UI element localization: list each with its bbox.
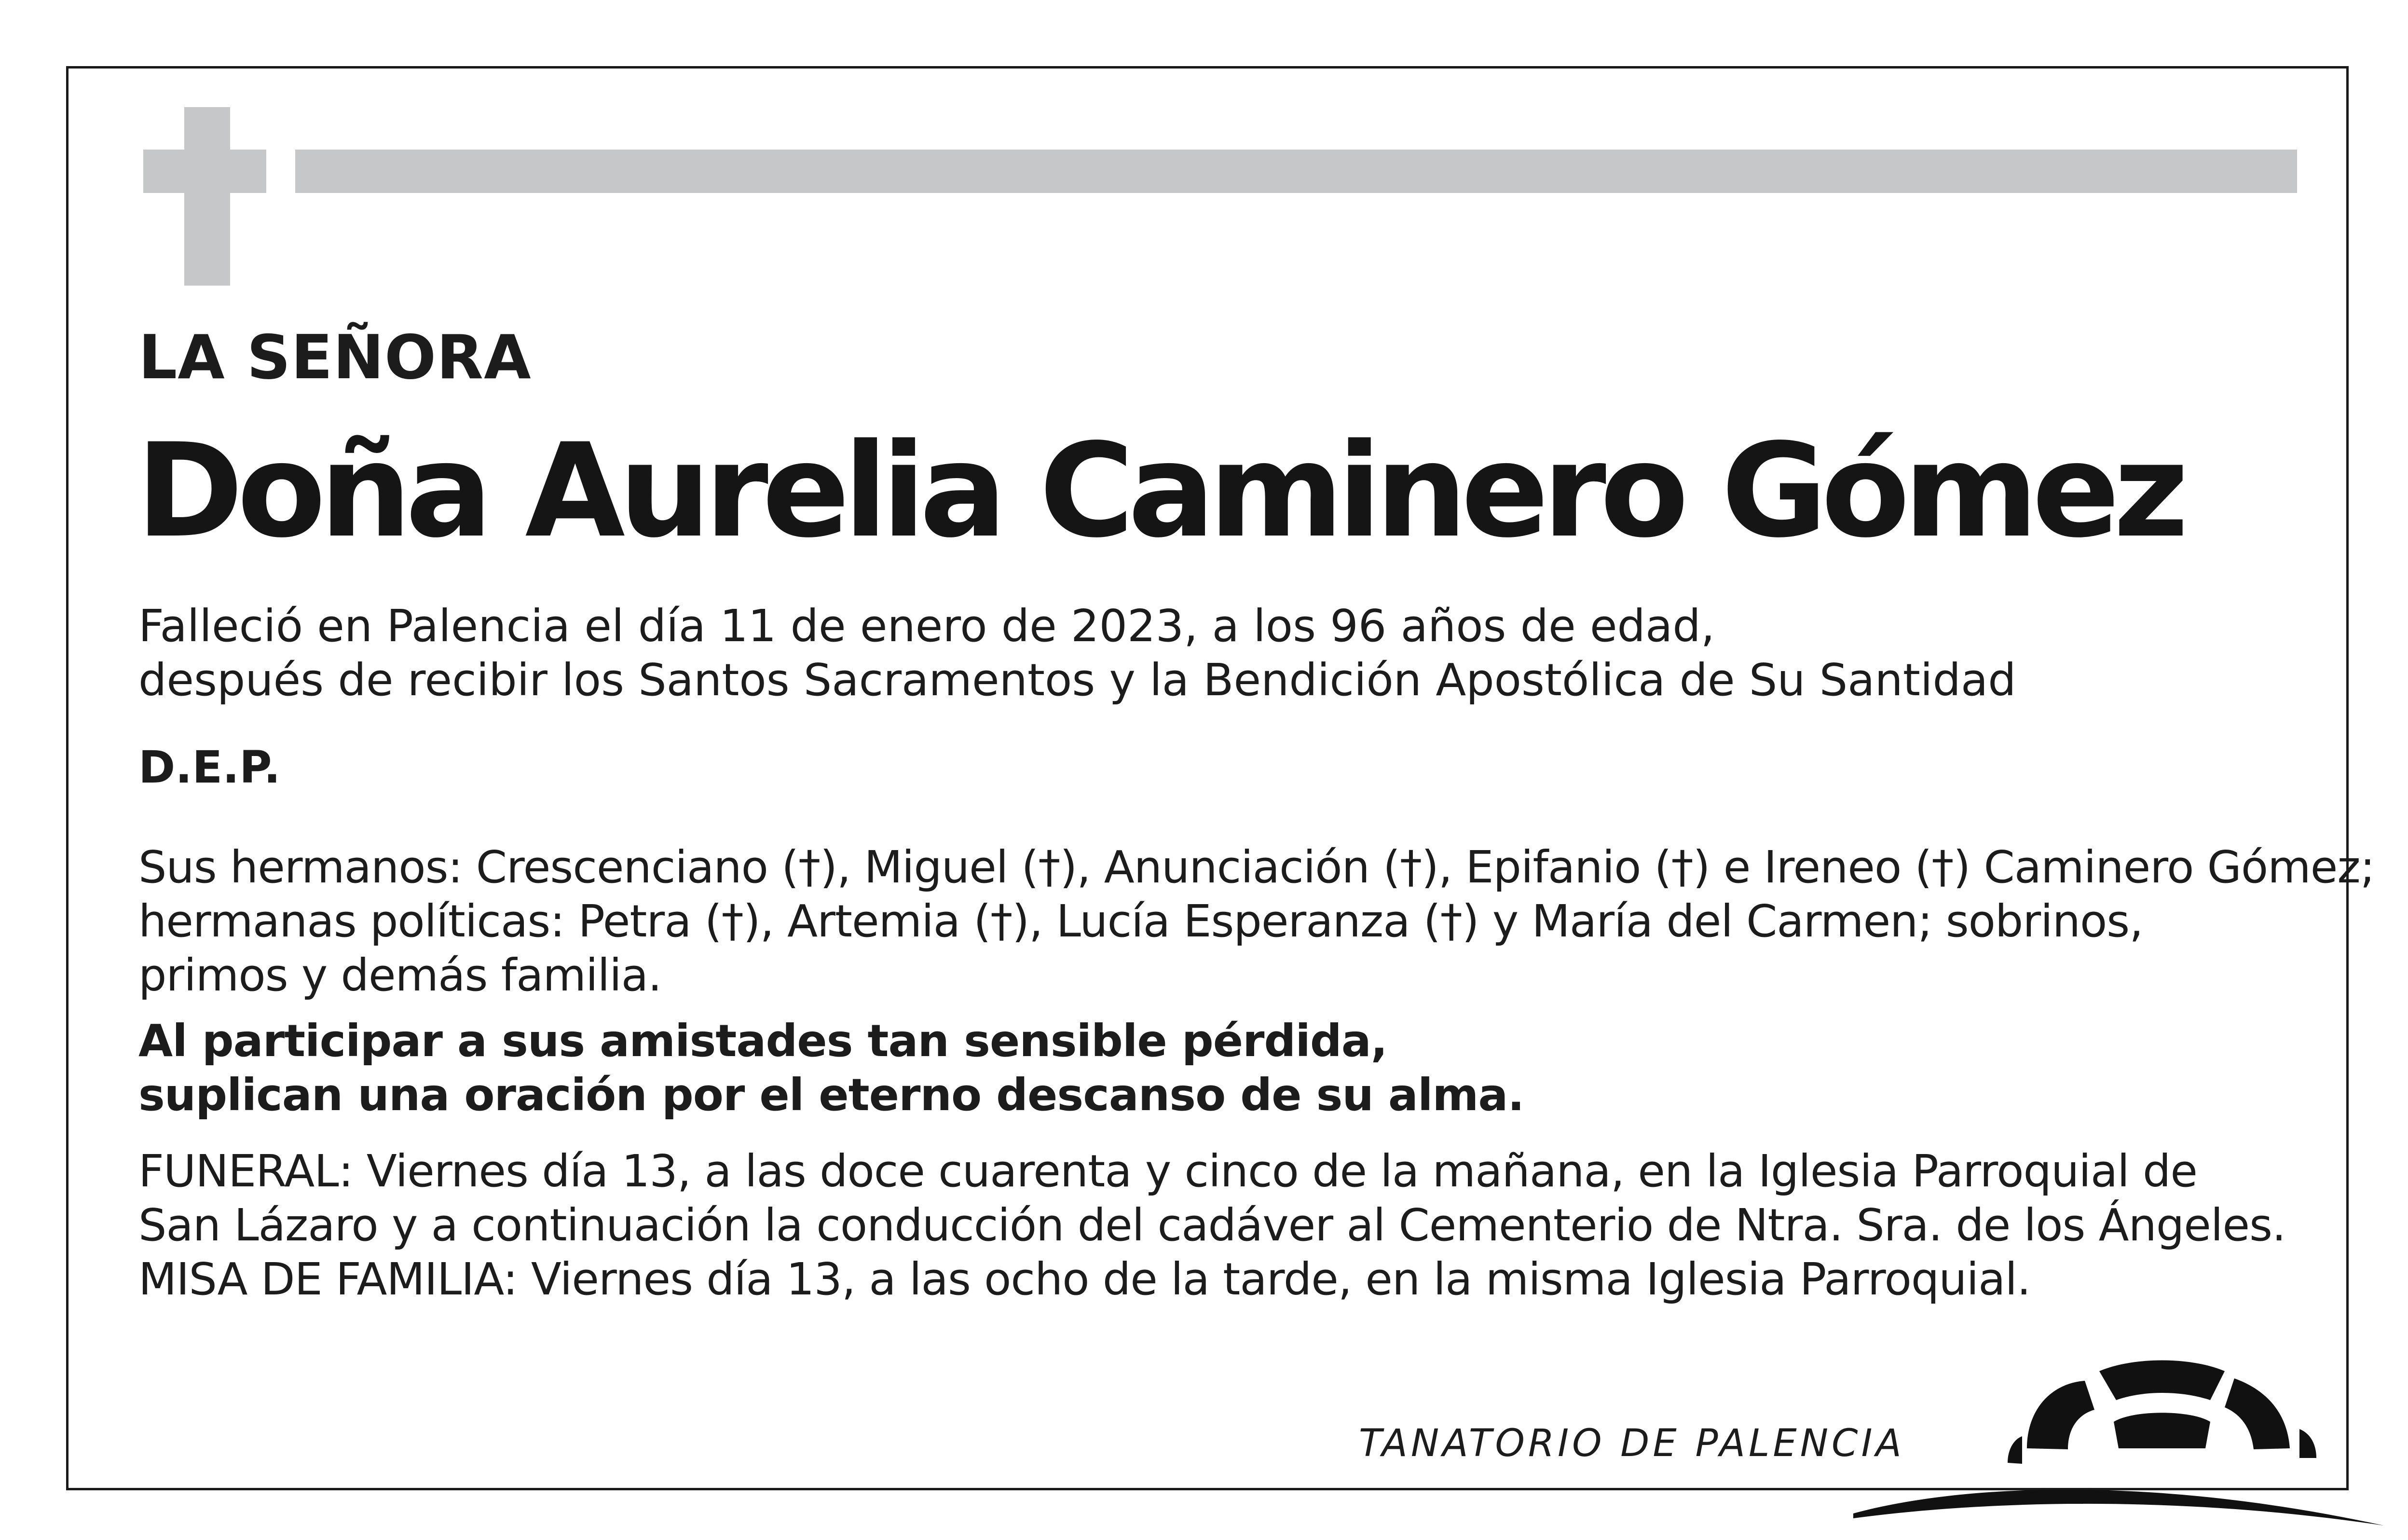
header-rule bbox=[295, 150, 2297, 193]
family-line: primos y demás familia. bbox=[138, 949, 662, 1001]
prayer-request-line: suplican una oración por el eterno descanso de su alma. bbox=[138, 1069, 1524, 1121]
services-info bbox=[138, 1144, 2285, 1306]
services-line: FUNERAL: Viernes día 13, a las doce cuarenta y cinco de la mañana, en la Iglesia Parroquial de bbox=[138, 1145, 2198, 1197]
death-notice-line: después de recibir los Santos Sacramentos y la Bendición Apostólica de Su Santidad bbox=[138, 654, 2016, 706]
deceased-name: Doña Aurelia Caminero Gómez bbox=[136, 416, 2183, 566]
rip-text: D.E.P. bbox=[138, 742, 281, 793]
family-line: Sus hermanos: Crescenciano (†), Miguel (†), Anunciación (†), Epifanio (†) e Ireneo (†) Caminero Gómez; bbox=[138, 841, 2375, 893]
death-notice-line: Falleció en Palencia el día 11 de enero de 2023, a los 96 años de edad, bbox=[138, 600, 1715, 652]
obituary-frame bbox=[66, 66, 2375, 1490]
death-notice bbox=[138, 599, 2016, 707]
prayer-request bbox=[138, 1014, 1524, 1122]
family-list bbox=[138, 840, 2375, 1003]
latin-cross-icon bbox=[143, 107, 266, 286]
services-line: MISA DE FAMILIA: Viernes día 13, a las ocho de la tarde, en la misma Iglesia Parroquial. bbox=[138, 1253, 2031, 1305]
tanatorio-dome-logo-icon bbox=[1824, 1337, 2394, 1540]
prayer-request-line: Al participar a sus amistades tan sensible pérdida, bbox=[138, 1015, 1387, 1067]
honorific: LA SEÑORA bbox=[138, 322, 532, 393]
funeral-home-name: TANATORIO DE PALENCIA bbox=[1359, 1422, 1905, 1465]
family-line: hermanas políticas: Petra (†), Artemia (†), Lucía Esperanza (†) y María del Carmen; sobrinos, bbox=[138, 895, 2143, 947]
services-line: San Lázaro y a continuación la conducción del cadáver al Cementerio de Ntra. Sra. de los Ángeles. bbox=[138, 1199, 2286, 1251]
